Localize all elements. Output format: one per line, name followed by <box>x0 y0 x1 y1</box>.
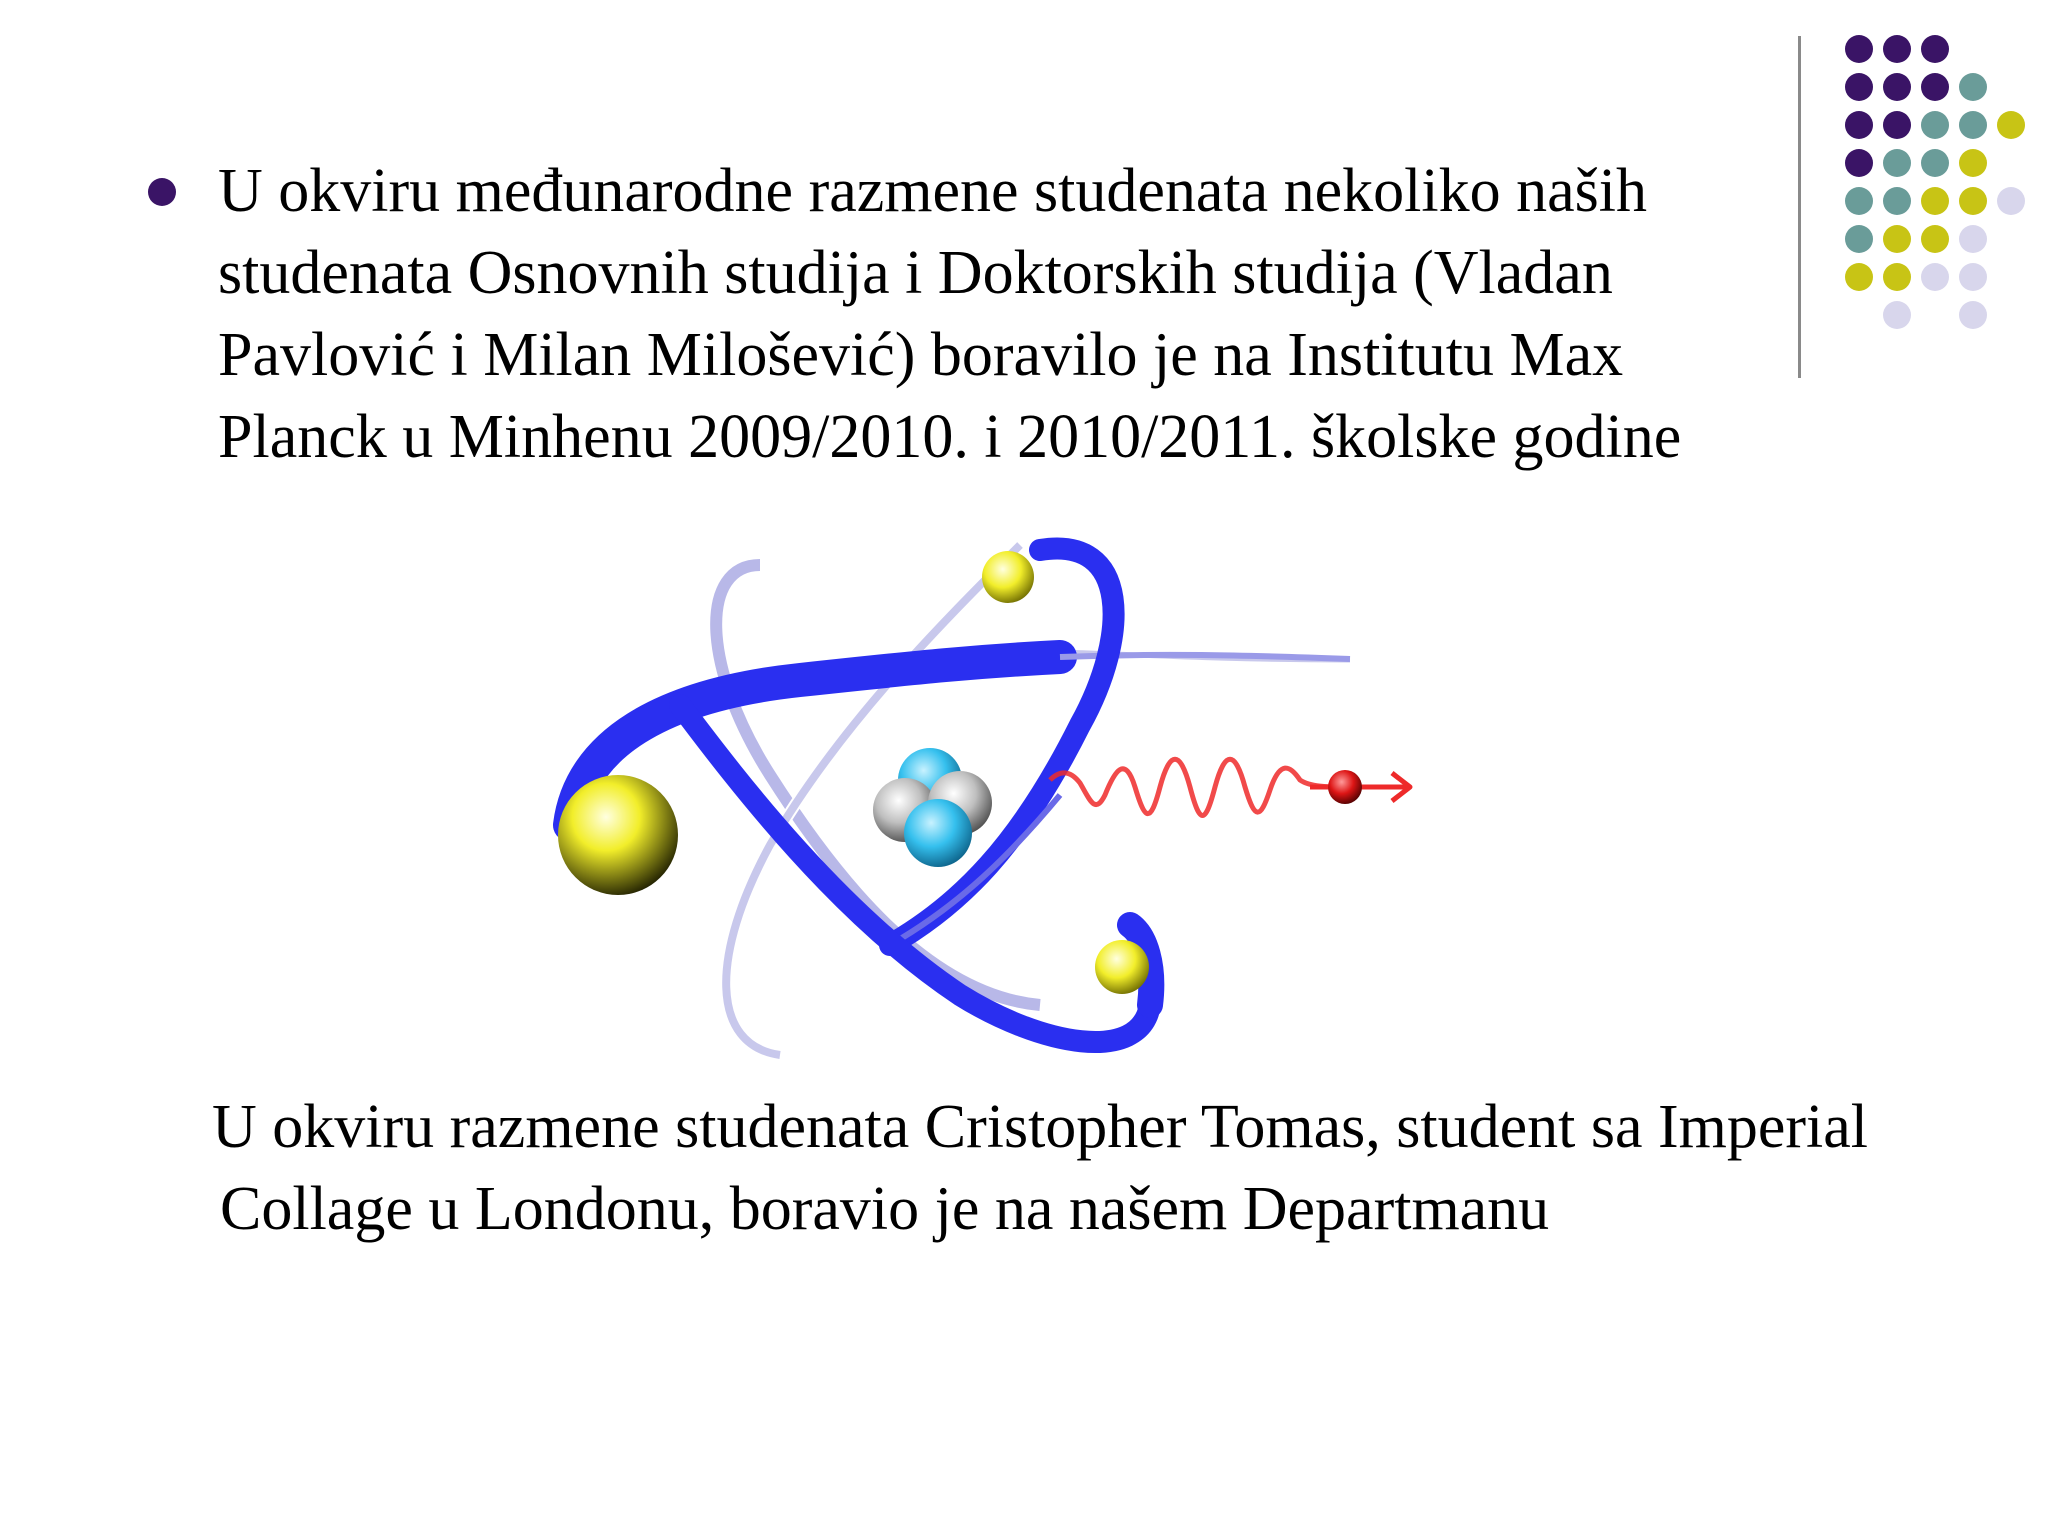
decor-dot <box>1883 301 1911 329</box>
decor-dot <box>1921 73 1949 101</box>
decor-dot <box>1883 35 1911 63</box>
decor-dot <box>1883 111 1911 139</box>
decor-dot <box>1997 111 2025 139</box>
decor-dot <box>1845 225 1873 253</box>
decor-dot <box>1997 187 2025 215</box>
decor-dot <box>1921 225 1949 253</box>
decor-dot <box>1883 149 1911 177</box>
decor-dot <box>1959 263 1987 291</box>
paragraph-exchange-imperial: U okviru razmene studenata Cristopher Tomas, student sa Imperial Collage u Londonu, boravio je na našem Departmanu <box>212 1093 1869 1243</box>
decor-dot <box>1883 263 1911 291</box>
decor-dot <box>1845 149 1873 177</box>
decor-dot <box>1959 111 1987 139</box>
nucleus-icon <box>873 748 992 867</box>
decor-dot <box>1921 35 1949 63</box>
decor-dot <box>1959 225 1987 253</box>
decor-dot <box>1921 263 1949 291</box>
decor-dot <box>1959 301 1987 329</box>
decor-dot <box>1959 149 1987 177</box>
decor-dot <box>1883 187 1911 215</box>
decor-dot <box>1959 73 1987 101</box>
decor-dot <box>1921 149 1949 177</box>
decor-dot <box>1883 225 1911 253</box>
decor-dot <box>1845 187 1873 215</box>
bullet-dot-icon <box>148 178 176 206</box>
decor-dot <box>1959 187 1987 215</box>
decor-dot <box>1845 263 1873 291</box>
decor-dot <box>1845 35 1873 63</box>
atom-icon <box>540 525 1420 1085</box>
decor-dot <box>1883 73 1911 101</box>
decor-dot <box>1921 187 1949 215</box>
decor-dot <box>1845 111 1873 139</box>
decor-dot <box>1921 111 1949 139</box>
paragraph-exchange-max-planck: U okviru međunarodne razmene studenata nekoliko naših studenata Osnovnih studija i Doktorskih studija (Vladan Pavlović i Milan Milošević) boravilo je na Institutu Max Planck u Minhenu 2009/2010. i 2010/2011. školske godine <box>218 157 1682 471</box>
wave-photon-icon <box>1050 759 1410 815</box>
decor-dot <box>1845 73 1873 101</box>
